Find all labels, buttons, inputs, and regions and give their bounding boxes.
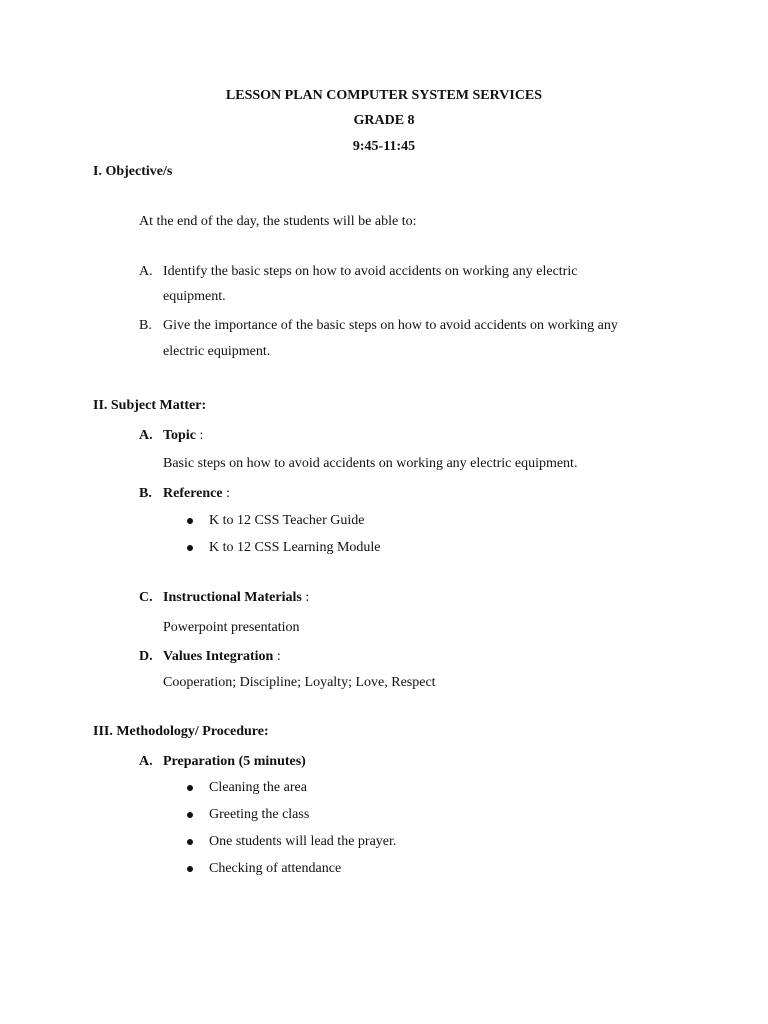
subject-matter-heading: II. Subject Matter: bbox=[93, 398, 207, 413]
preparation-item: One students will lead the prayer. bbox=[209, 834, 397, 849]
objective-b-line2: electric equipment. bbox=[163, 344, 271, 359]
materials-colon: : bbox=[301, 590, 310, 605]
materials-label-line bbox=[163, 590, 309, 606]
reference-item: K to 12 CSS Teacher Guide bbox=[209, 513, 365, 528]
objectives-intro: At the end of the day, the students will be able to: bbox=[139, 214, 417, 229]
values-label-line bbox=[163, 649, 281, 665]
time-line: 9:45-11:45 bbox=[352, 139, 416, 154]
objective-a-line1: Identify the basic steps on how to avoid accidents on working any electric bbox=[163, 264, 578, 279]
bullet-icon bbox=[187, 812, 193, 818]
grade-line: GRADE 8 bbox=[353, 113, 415, 128]
bullet-icon bbox=[187, 866, 193, 872]
topic-letter: A. bbox=[139, 428, 153, 443]
preparation-item: Cleaning the area bbox=[209, 780, 307, 795]
topic-label-line bbox=[163, 428, 203, 444]
reference-label: Reference bbox=[163, 486, 223, 501]
methodology-heading: III. Methodology/ Procedure: bbox=[93, 724, 269, 739]
values-colon: : bbox=[273, 649, 281, 664]
values-label: Values Integration bbox=[163, 649, 274, 664]
document-title: LESSON PLAN COMPUTER SYSTEM SERVICES bbox=[225, 88, 543, 103]
objective-b-line1: Give the importance of the basic steps on how to avoid accidents on working any bbox=[163, 318, 618, 333]
reference-colon: : bbox=[222, 486, 230, 501]
materials-label: Instructional Materials bbox=[163, 590, 302, 605]
reference-label-line bbox=[163, 486, 230, 502]
materials-letter: C. bbox=[139, 590, 153, 605]
objective-letter-b: B. bbox=[139, 318, 152, 333]
bullet-icon bbox=[187, 545, 193, 551]
reference-item: K to 12 CSS Learning Module bbox=[209, 540, 381, 555]
topic-label: Topic bbox=[163, 428, 196, 443]
objective-a-line2: equipment. bbox=[163, 289, 226, 304]
topic-text: Basic steps on how to avoid accidents on working any electric equipment. bbox=[163, 456, 578, 471]
values-letter: D. bbox=[139, 649, 153, 664]
preparation-item: Checking of attendance bbox=[209, 861, 342, 876]
preparation-letter: A. bbox=[139, 754, 153, 769]
preparation-label: Preparation (5 minutes) bbox=[163, 754, 306, 769]
objectives-heading: I. Objective/s bbox=[93, 164, 173, 179]
materials-text: Powerpoint presentation bbox=[163, 620, 300, 635]
bullet-icon bbox=[187, 839, 193, 845]
reference-letter: B. bbox=[139, 486, 152, 501]
bullet-icon bbox=[187, 518, 193, 524]
topic-colon: : bbox=[195, 428, 204, 443]
objective-letter-a: A. bbox=[139, 264, 153, 279]
bullet-icon bbox=[187, 785, 193, 791]
values-text: Cooperation; Discipline; Loyalty; Love, Respect bbox=[163, 675, 436, 690]
preparation-item: Greeting the class bbox=[209, 807, 310, 822]
